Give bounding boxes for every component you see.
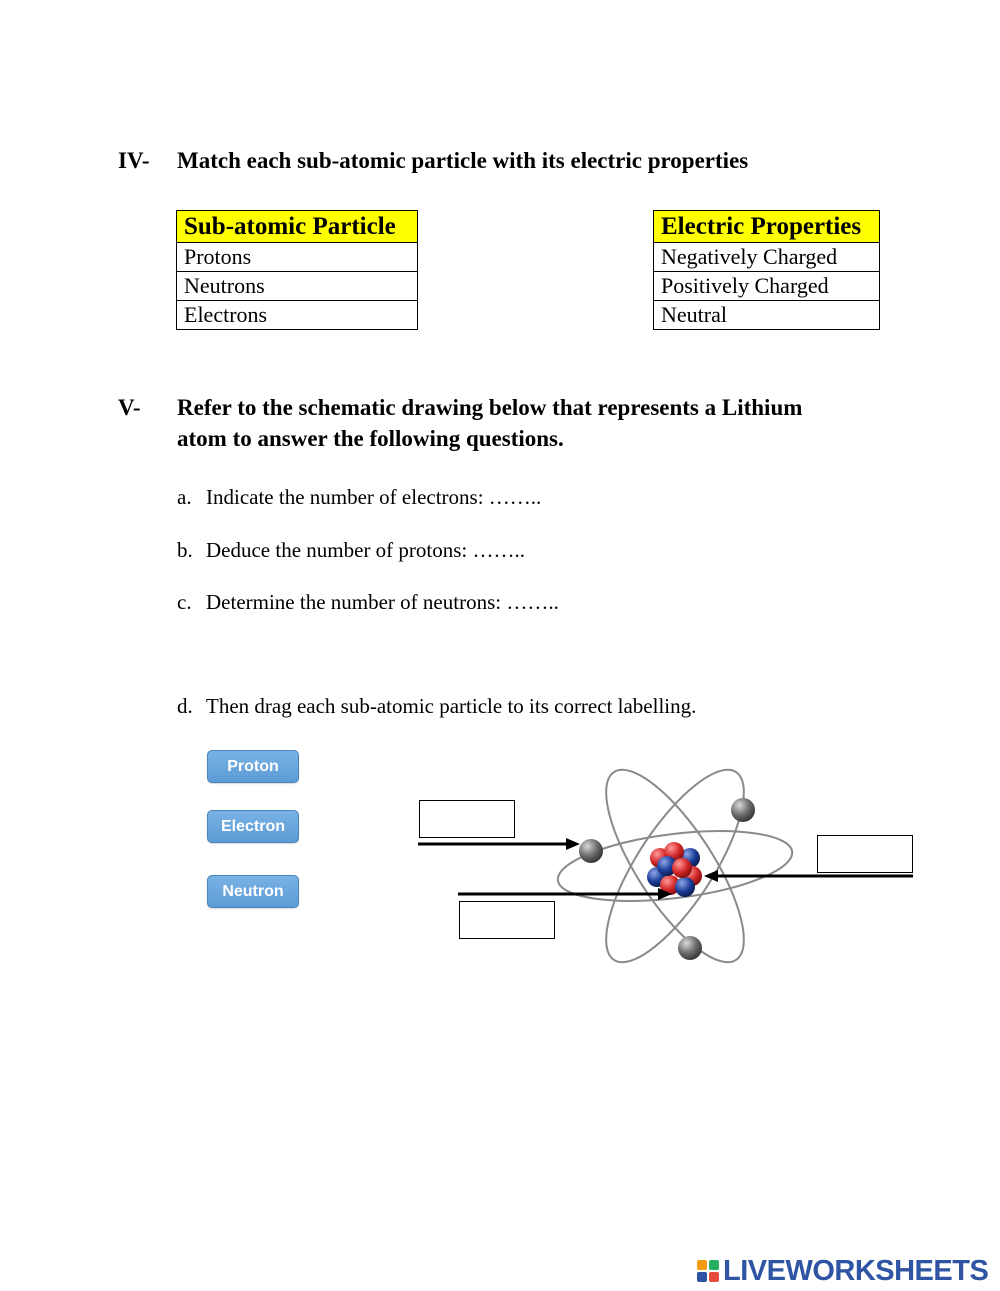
- section-v-title-line2: atom to answer the following questions.: [177, 426, 564, 451]
- section-v-title-line1: Refer to the schematic drawing below that represents a Lithium: [177, 395, 803, 420]
- drag-chip-neutron[interactable]: Neutron: [207, 875, 299, 908]
- section-iv-title: Match each sub-atomic particle with its electric properties: [177, 148, 749, 173]
- question-label: a.: [177, 485, 192, 509]
- properties-table-header: Electric Properties: [654, 211, 880, 243]
- question-text: Then drag each sub-atomic particle to its correct labelling.: [206, 694, 697, 718]
- section-v-number: V-: [118, 395, 141, 420]
- particle-table-cell: Protons: [177, 243, 418, 272]
- particle-table-cell: Neutrons: [177, 272, 418, 301]
- brand-name: LIVEWORKSHEETS: [723, 1254, 989, 1287]
- question-label: d.: [177, 694, 193, 718]
- electron-particle: [678, 936, 702, 960]
- question-text: Deduce the number of protons: ……..: [206, 538, 526, 562]
- drop-target-box[interactable]: [817, 835, 913, 873]
- drop-target-box[interactable]: [459, 901, 555, 939]
- properties-table-cell: Negatively Charged: [654, 243, 880, 272]
- particle-table-header: Sub-atomic Particle: [177, 211, 418, 243]
- drag-chip-proton[interactable]: Proton: [207, 750, 299, 783]
- electron-particle: [731, 798, 755, 822]
- drop-target-box[interactable]: [419, 800, 515, 838]
- liveworksheets-blocks-icon: [697, 1260, 719, 1282]
- question-label: c.: [177, 590, 192, 614]
- question-label: b.: [177, 538, 193, 562]
- electron-particle: [579, 839, 603, 863]
- properties-table-cell: Positively Charged: [654, 272, 880, 301]
- properties-table-cell: Neutral: [654, 301, 880, 330]
- question-text: Indicate the number of electrons: ……..: [206, 485, 542, 509]
- section-iv-number: IV-: [118, 148, 150, 173]
- particle-table-cell: Electrons: [177, 301, 418, 330]
- question-text: Determine the number of neutrons: ……..: [206, 590, 559, 614]
- liveworksheets-logo: [697, 1254, 988, 1288]
- nucleus: [647, 842, 702, 897]
- drag-chip-electron[interactable]: Electron: [207, 810, 299, 843]
